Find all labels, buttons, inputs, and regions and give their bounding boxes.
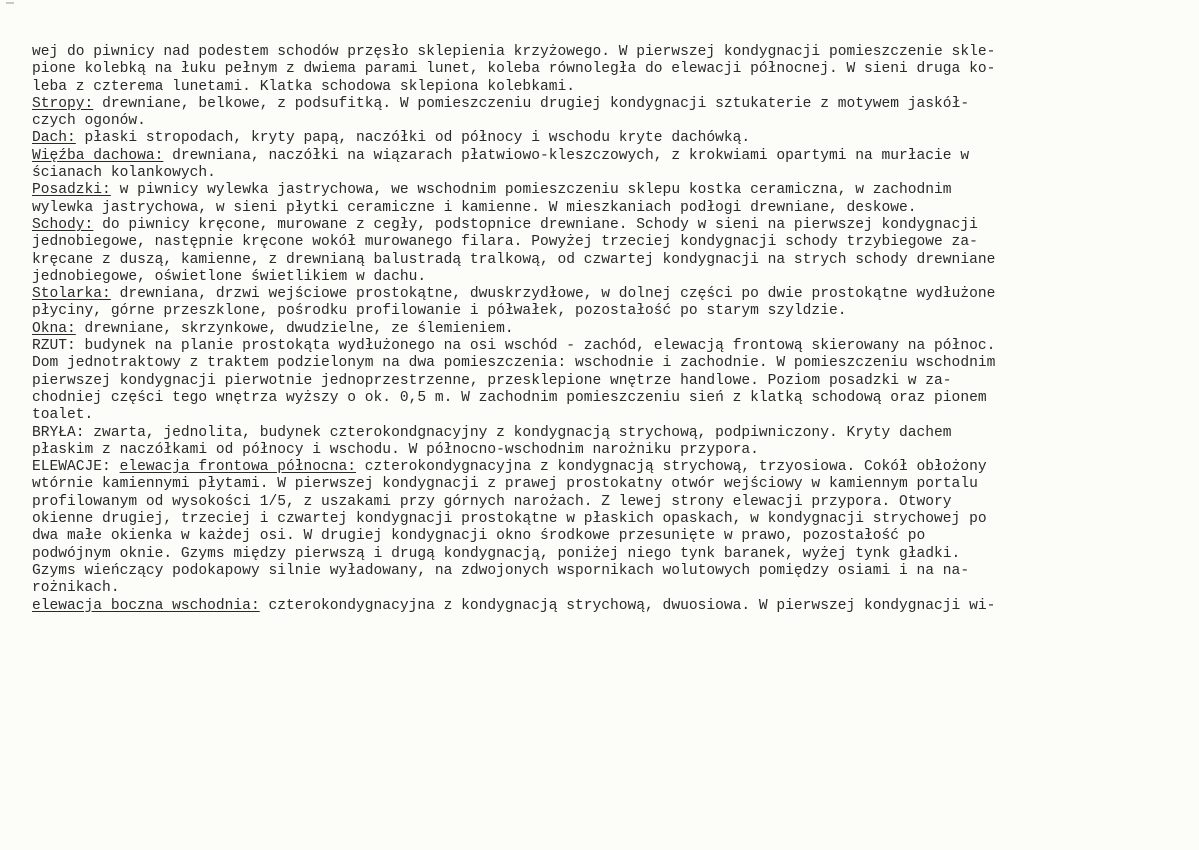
text-line — [32, 96, 1182, 113]
section-heading: Więźba dachowa: — [32, 147, 164, 164]
line-text: wylewka jastrychowa, w sieni płytki ceramiczne i kamienne. W mieszkaniach podłogi drewniane, deskowe. — [32, 199, 917, 216]
line-text: do piwnicy kręcone, murowane z cegły, podstopnice drewniane. Schody w sieni na pierwszej kondygnacji — [93, 216, 978, 233]
text-line — [32, 338, 1182, 355]
text-line — [32, 182, 1182, 199]
line-text: czych ogonów. — [32, 113, 146, 130]
text-line — [32, 511, 1182, 528]
text-line — [32, 407, 1182, 424]
line-text: profilowanym od wysokości 1/5, z uszakami przy górnych narożach. Z lewej strony elewacji przypora. Otwory — [32, 493, 952, 510]
text-line — [32, 528, 1182, 545]
text-line — [32, 373, 1182, 390]
section-heading: elewacja frontowa północna: — [119, 459, 357, 476]
line-text: RZUT: budynek na planie prostokąta wydłużonego na osi wschód - zachód, elewacją frontową skierowany na północ. — [32, 338, 996, 355]
line-text: pione kolebką na łuku pełnym z dwiema parami lunet, koleba równoległa do elewacji północnej. W sieni druga ko- — [32, 61, 996, 78]
line-text: chodniej części tego wnętrza wyższy o ok. 0,5 m. W zachodnim pomieszczeniu sień z klatką schodową oraz pionem — [32, 389, 987, 406]
section-heading: Schody: — [32, 216, 94, 233]
text-line — [32, 598, 1182, 615]
text-line — [32, 148, 1182, 165]
line-text: drewniane, skrzynkowe, dwudzielne, ze ślemieniem. — [75, 320, 514, 337]
text-line — [32, 459, 1182, 476]
line-text: kręcane z duszą, kamienne, z drewnianą balustradą tralkową, od czwartej kondygnacji na strych schody drewniane — [32, 251, 996, 268]
text-line — [32, 130, 1182, 147]
section-heading: Stropy: — [32, 95, 94, 112]
line-text: Gzyms wieńczący podokapowy silnie wyładowany, na zdwojonych wspornikach wolutowych pomiędzy osiami i na na- — [32, 562, 970, 579]
line-text: Dom jednotraktowy z traktem podzielonym na dwa pomieszczenia: wschodnie i zachodnie. W pomieszczeniu wschodnim — [32, 355, 996, 372]
section-heading: Posadzki: — [32, 182, 111, 199]
line-text: w piwnicy wylewka jastrychowa, we wschodnim pomieszczeniu sklepu kostka ceramiczna, w zachodnim — [110, 182, 952, 199]
line-text: wej do piwnicy nad podestem schodów przęsło sklepienia krzyżowego. W pierwszej kondygnacji pomieszczenie skle- — [32, 44, 996, 60]
text-line — [32, 321, 1182, 338]
text-line — [32, 113, 1182, 130]
text-line — [32, 165, 1182, 182]
text-line — [32, 546, 1182, 563]
line-text: płaskim z naczółkami od północy i wschodu. W północno-wschodnim narożniku przypora. — [32, 441, 759, 458]
section-heading: Stolarka: — [32, 286, 111, 303]
corner-mark — [6, 2, 14, 4]
text-line — [32, 234, 1182, 251]
line-text: czterokondygnacyjna z kondygnacją strychową, dwuosiowa. W pierwszej kondygnacji wi- — [259, 597, 996, 614]
line-text: jednobiegowe, oświetlone świetlikiem w dachu. — [32, 268, 427, 285]
line-text: okienne drugiej, trzeciej i czwartej kondygnacji prostokątne w płaskich opaskach, w kondygnacji strychowej po — [32, 511, 987, 528]
text-line — [32, 494, 1182, 511]
line-text: drewniane, belkowe, z podsufitką. W pomieszczeniu drugiej kondygnacji sztukaterie z motywem jaskół- — [93, 95, 970, 112]
text-line — [32, 563, 1182, 580]
section-heading: elewacja boczna wschodnia: — [32, 597, 260, 614]
text-line — [32, 44, 1182, 61]
line-text: dwa małe okienka w każdej osi. W drugiej kondygnacji okno środkowe przesunięte w prawo, pozostałość po — [32, 528, 926, 545]
line-text: leba z czterema lunetami. Klatka schodowa sklepiona kolebkami. — [32, 78, 575, 95]
line-text: pierwszej kondygnacji pierwotnie jednoprzestrzenne, przesklepione wnętrze handlowe. Poziom posadzki w za- — [32, 372, 952, 389]
line-text: drewniana, drzwi wejściowe prostokątne, dwuskrzydłowe, w dolnej części po dwie prostokątne wydłużone — [110, 286, 996, 303]
line-text: BRYŁA: zwarta, jednolita, budynek czterokondgnacyjny z kondygnacją strychową, podpiwniczony. Kryty dachem — [32, 424, 952, 441]
line-text: płaski stropodach, kryty papą, naczółki od północy i wschodu kryte dachówką. — [75, 130, 751, 147]
line-text: jednobiegowe, następnie kręcone wokół murowanego filara. Powyżej trzeciej kondygnacji schody trzybiegowe za- — [32, 234, 978, 251]
text-line — [32, 252, 1182, 269]
text-line — [32, 355, 1182, 372]
line-text: rożnikach. — [32, 580, 120, 597]
section-prefix: ELEWACJE: — [32, 459, 120, 476]
text-line — [32, 61, 1182, 78]
line-text: płyciny, górne przeszklone, pośrodku profilowanie i półwałek, pozostałość po starym szyldzie. — [32, 303, 847, 320]
text-line — [32, 442, 1182, 459]
section-heading: Dach: — [32, 130, 76, 147]
text-line — [32, 79, 1182, 96]
line-text: ścianach kolankowych. — [32, 165, 216, 182]
text-line — [32, 390, 1182, 407]
line-text: wtórnie kamiennymi płytami. W pierwszej kondygnacji z prawej prostokatny otwór wejściowy w kamiennym portalu — [32, 476, 978, 493]
section-heading: Okna: — [32, 320, 76, 337]
line-text: drewniana, naczółki na wiązarach płatwiowo-kleszczowych, z krokwiami opartymi na murłacie w — [163, 147, 970, 164]
text-line — [32, 286, 1182, 303]
text-line — [32, 217, 1182, 234]
text-line — [32, 476, 1182, 493]
text-line — [32, 200, 1182, 217]
text-line — [32, 269, 1182, 286]
text-line — [32, 425, 1182, 442]
line-text: toalet. — [32, 407, 94, 424]
line-text: podwójnym oknie. Gzyms między pierwszą i drugą kondygnacją, poniżej niego tynk baranek, wyżej tynk gładki. — [32, 545, 961, 562]
text-line — [32, 303, 1182, 320]
document-text — [32, 44, 1182, 615]
text-line — [32, 580, 1182, 597]
line-text: czterokondygnacyjna z kondygnacją strychową, trzyosiowa. Cokół obłożony — [356, 459, 987, 476]
